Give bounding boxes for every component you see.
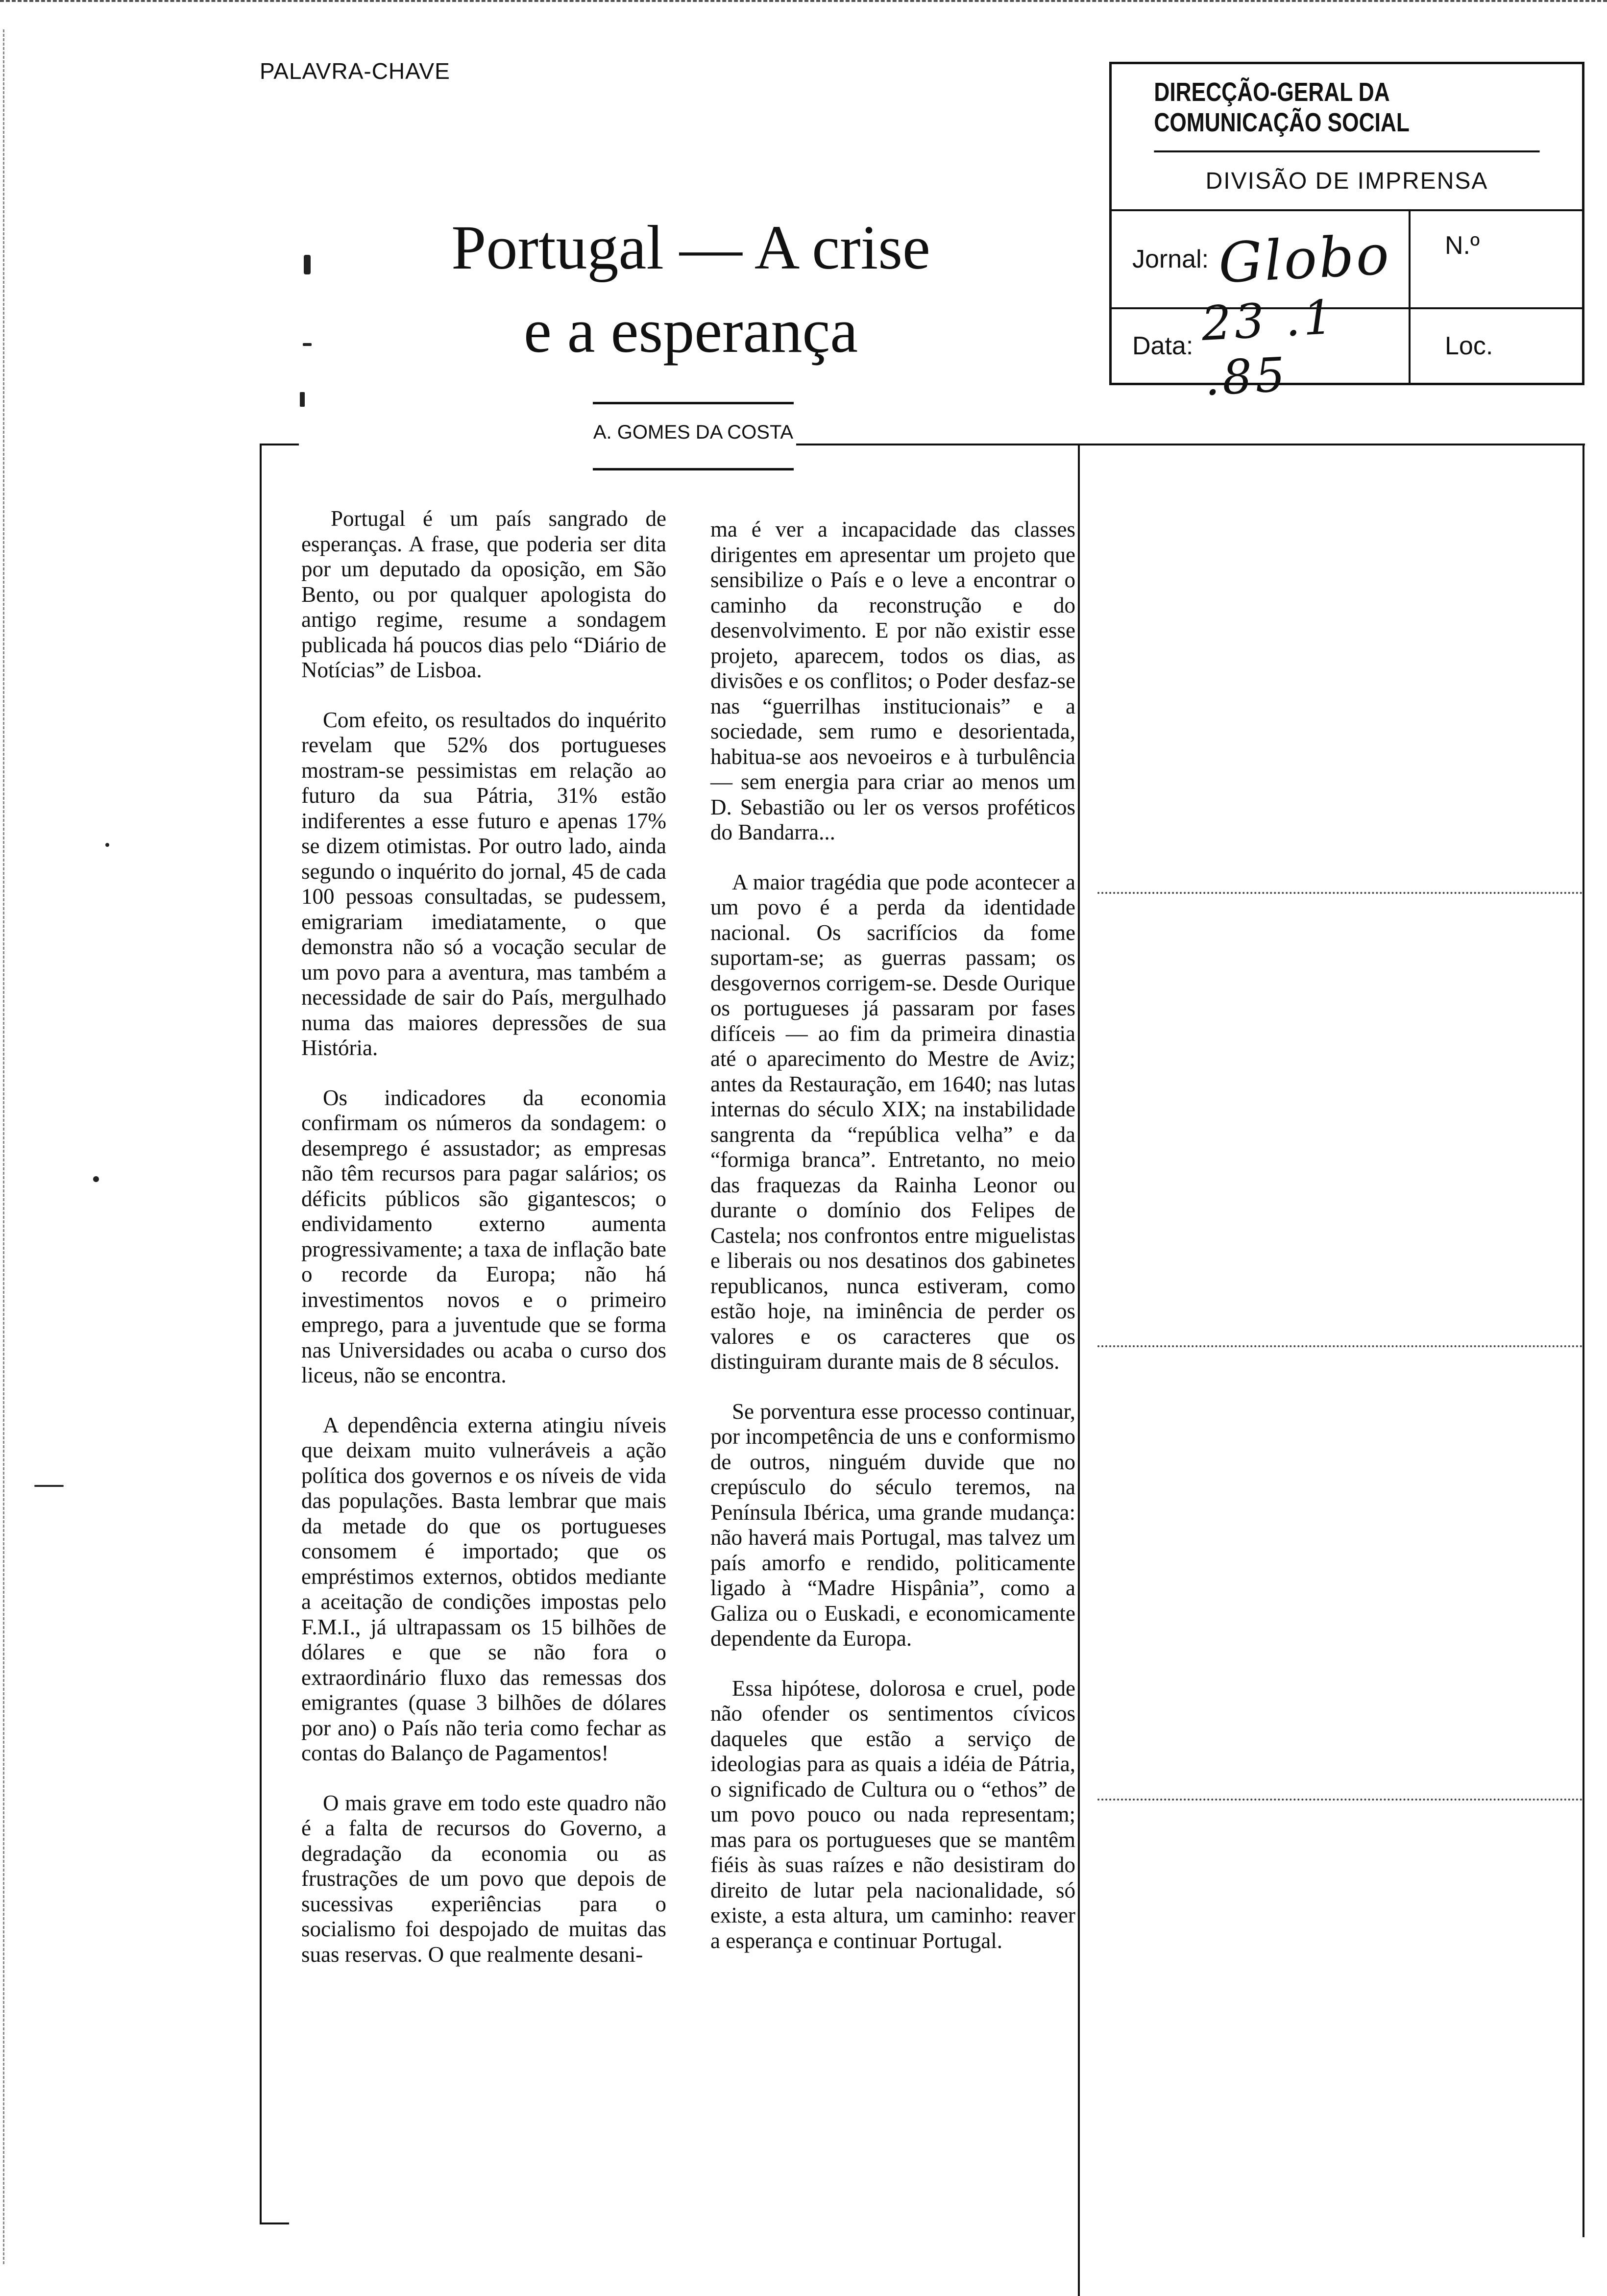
article-column-1 <box>301 506 666 1992</box>
section-label: PALAVRA-CHAVE <box>260 58 450 84</box>
article-headline <box>382 206 999 372</box>
headline-line-1: Portugal — A crise <box>451 213 930 282</box>
paragraph: Essa hipótese, dolorosa e cruel, pode não ofender os sentimentos cívicos daqueles que estão a serviço de ideologias para as quais a idéia de Pátria, o significado de Cultura ou o “ethos” de um povo pouco ou nada representam; mas para os portugueses que se mantêm fiéis às suas raízes e não desistiram do direito de lutar pela nacionalidade, só existe, a esta altura, um caminho: reaver a esperança e continuar Portugal. <box>710 1676 1075 1953</box>
article-byline: A. GOMES DA COSTA <box>593 421 794 443</box>
stamp-data-cell <box>1112 289 1411 406</box>
dotted-rule <box>1097 1345 1583 1347</box>
paragraph: O mais grave em todo este quadro não é a falta de recursos do Governo, a degradação da economia ou as frustrações de um povo que depois de sucessivas experiências para o socialismo foi despojado de muitas das suas reservas. O que realmente desani- <box>301 1790 666 1967</box>
paragraph: A dependência externa atingiu níveis que deixam muito vulneráveis a ação política dos governos e os níveis de vida das populações. Basta lembrar que mais da metade do que os portugueses consomem é importado; que os empréstimos externos, obtidos mediante a aceitação de condições impostas pelo F.M.I., já ultrapassam os 15 bilhões de dólares e que se não fora o extraordinário fluxo das remessas dos emigrantes (quase 3 bilhões de dólares por ano) o País não teria como fechar as contas do Balanço de Pagamentos! <box>301 1412 666 1765</box>
scan-speck <box>93 1176 99 1182</box>
frame-center <box>1078 444 1080 2296</box>
scan-speck <box>300 392 305 407</box>
paragraph: Com efeito, os resultados do inquérito revelam que 52% dos portugueses mostram-se pessimistas em relação ao futuro da sua Pátria, 31% estão indiferentes a esse futuro e apenas 17% se dizem otimistas. Por outro lado, ainda segundo o inquérito do jornal, 45 de cada 100 pessoas consultadas, se pudessem, emigrariam imediatamente, o que demonstra não só a vocação secular de um povo para a aventura, mas também a necessidade de sair do País, mergulhado numa das maiores depressões de sua História. <box>301 707 666 1060</box>
scan-speck <box>303 343 312 346</box>
stamp-subtitle: DIVISÃO DE IMPRENSA <box>1112 152 1582 211</box>
paragraph: ma é ver a incapacidade das classes dirigentes em apresentar um projeto que sensibilize o País e o leve a encontrar o caminho da reconstrução e do desenvolvimento. E por não existir esse projeto, aparecem, todos os dias, as divisões e os conflitos; o Poder desfaz-se nas “guerrilhas institucionais” e a sociedade, sem rumo e desorientada, habitua-se aos nevoeiros e à turbulência — sem energia para criar ao menos um D. Sebastião ou ler os versos proféticos do Bandarra... <box>710 517 1075 844</box>
article-column-2 <box>710 517 1075 1978</box>
paragraph: Os indicadores da economia confirmam os números da sondagem: o desemprego é assustador; as empresas não têm recursos para pagar salários; os déficits públicos são gigantescos; o endividamento externo aumenta progressivamente; a taxa de inflação bate o recorde da Europa; não há investimentos novos e o primeiro emprego, para a juventude que se forma nas Universidades ou acaba o curso dos liceus, não se encontra. <box>301 1085 666 1387</box>
byline-rule-top <box>593 402 794 404</box>
archive-stamp <box>1109 62 1584 406</box>
frame-right <box>1583 444 1584 2237</box>
scan-speck <box>105 843 109 847</box>
dotted-rule <box>1097 1799 1583 1801</box>
frame-right-top <box>796 444 1585 445</box>
stamp-loc-label: Loc. <box>1445 332 1493 360</box>
stamp-title: DIRECÇÃO-GERAL DA COMUNICAÇÃO SOCIAL <box>1154 64 1539 152</box>
frame-left-bottom <box>260 2222 289 2224</box>
paragraph: Se porventura esse processo continuar, por incompetência de uns e conformismo de outros, ninguém duvide que no crepúsculo do século teremos, na Península Ibérica, uma grande mudança: não haverá mais Portugal, mas talvez um país amorfo e rendido, politicamente ligado à “Madre Hispânia”, como a Galiza ou o Euskadi, e economicamente dependente da Europa. <box>710 1399 1075 1651</box>
frame-left <box>260 444 262 2222</box>
paragraph: Portugal é um país sangrado de esperanças. A frase, que poderia ser dita por um deputado da oposição, em São Bento, ou por qualquer apologista do antigo regime, resume a sondagem publicada há poucos dias pelo “Diário de Notícias” de Lisboa. <box>301 506 666 682</box>
byline-rule-bottom <box>593 468 794 470</box>
stamp-jornal-label: Jornal: <box>1132 245 1209 273</box>
scan-speck <box>304 255 311 274</box>
paragraph: A maior tragédia que pode acontecer a um povo é a perda da identidade nacional. Os sacrifícios da fome suportam-se; as guerras passam; os desgovernos corrigem-se. Desde Ourique os portugueses já passaram por fases difíceis — ao fim da primeira dinastia até o aparecimento do Mestre de Aviz; antes da Restauração, em 1640; nas lutas internas do século XIX; na instabilidade sangrenta da “república velha” e da “formiga branca”. Entretanto, no meio das fraquezas da Rainha Leonor ou durante o domínio dos Felipes de Castela; nos confrontos entre miguelistas e liberais ou nos desatinos dos gabinetes republicanos, nunca estiveram, como estão hoje, na iminência de perder os valores e os caracteres que os distinguiram durante mais de 8 séculos. <box>710 869 1075 1374</box>
page-top-border <box>0 0 1607 4</box>
frame-left-top <box>260 444 299 445</box>
dotted-rule <box>1097 892 1583 894</box>
left-edge-marks <box>3 29 6 2264</box>
stamp-data-row <box>1112 289 1582 406</box>
headline-line-2: e a esperança <box>523 296 858 366</box>
stamp-jornal-value: Globo <box>1217 222 1393 296</box>
stamp-data-label: Data: <box>1132 332 1193 360</box>
stamp-data-value: 23 .1 .85 <box>1200 289 1338 406</box>
scan-speck <box>34 1485 64 1487</box>
stamp-numero-label: N.º <box>1445 231 1480 260</box>
